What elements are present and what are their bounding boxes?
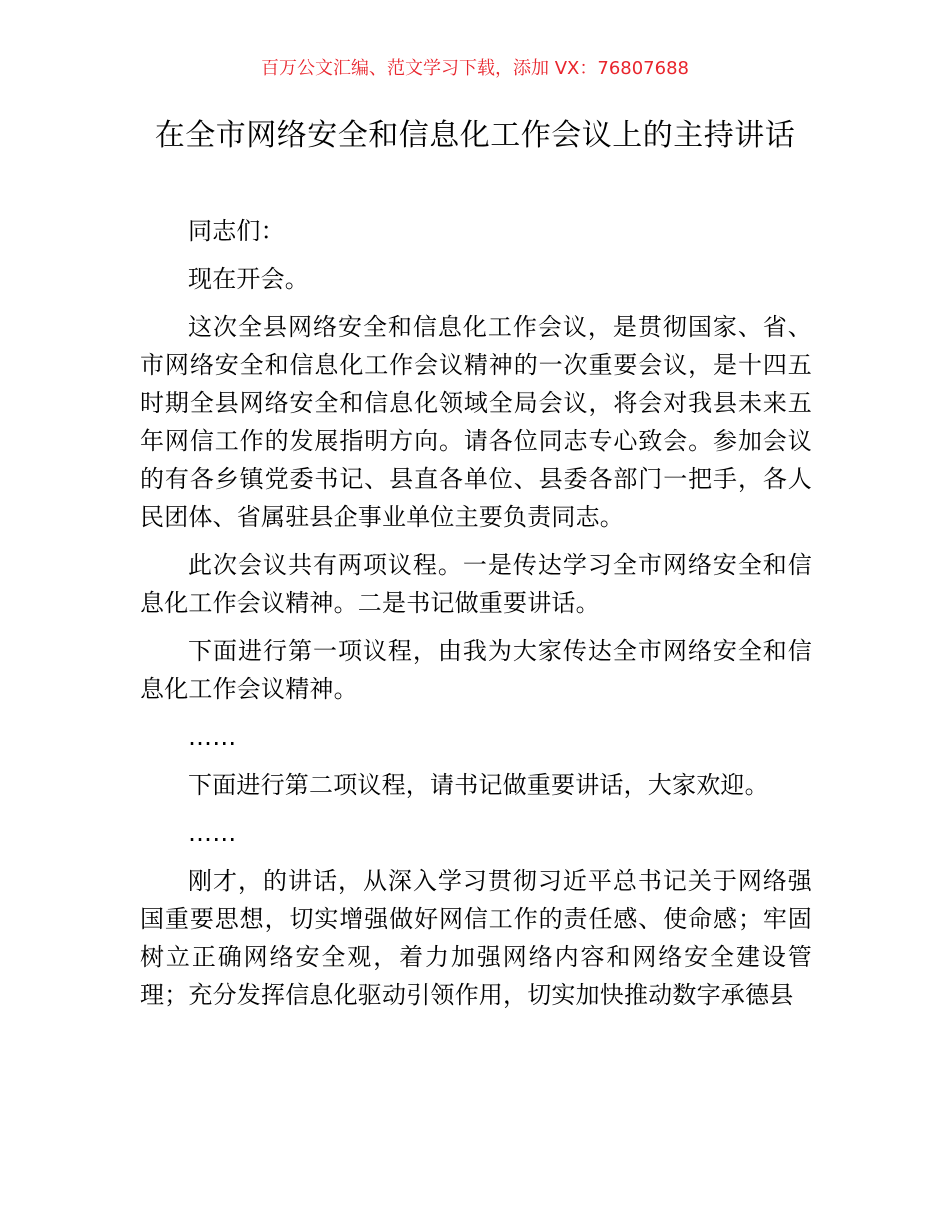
document-body — [140, 212, 812, 1024]
document-title: 在全市网络安全和信息化工作会议上的主持讲话 — [154, 118, 796, 153]
paragraph-ellipsis-1: …… — [188, 723, 237, 751]
paragraph-ellipsis-2: …… — [188, 819, 237, 847]
header-note: 百万公文汇编、范文学习下载，添加 VX：76807688 — [261, 58, 689, 79]
paragraph-second-item: 下面进行第二项议程，请书记做重要讲话，大家欢迎。 — [188, 771, 769, 799]
paragraph-opening: 现在开会。 — [188, 265, 309, 293]
paragraph-summary: 刚才，的讲话，从深入学习贯彻习近平总书记关于网络强国重要思想，切实增强做好网信工作的责任感、使命感；牢固树立正确网络安全观，着力加强网络内容和网络安全建设管理；充分发挥信息化驱动引领作用，切实加快推动数字承德县 — [140, 867, 812, 1009]
paragraph-agenda: 此次会议共有两项议程。一是传达学习全市网络安全和信息化工作会议精神。二是书记做重要讲话。 — [140, 551, 812, 617]
paragraph-meeting-intro: 这次全县网络安全和信息化工作会议，是贯彻国家、省、市网络安全和信息化工作会议精神的一次重要会议，是十四五时期全县网络安全和信息化领域全局会议，将会对我县未来五年网信工作的发展指明方向。请各位同志专心致会。参加会议的有各乡镇党委书记、县直各单位、县委各部门一把手，各人民团体、省属驻县企事业单位主要负责同志。 — [140, 313, 812, 531]
paragraph-first-item: 下面进行第一项议程，由我为大家传达全市网络安全和信息化工作会议精神。 — [140, 637, 812, 703]
paragraph-salutation: 同志们： — [188, 217, 285, 245]
